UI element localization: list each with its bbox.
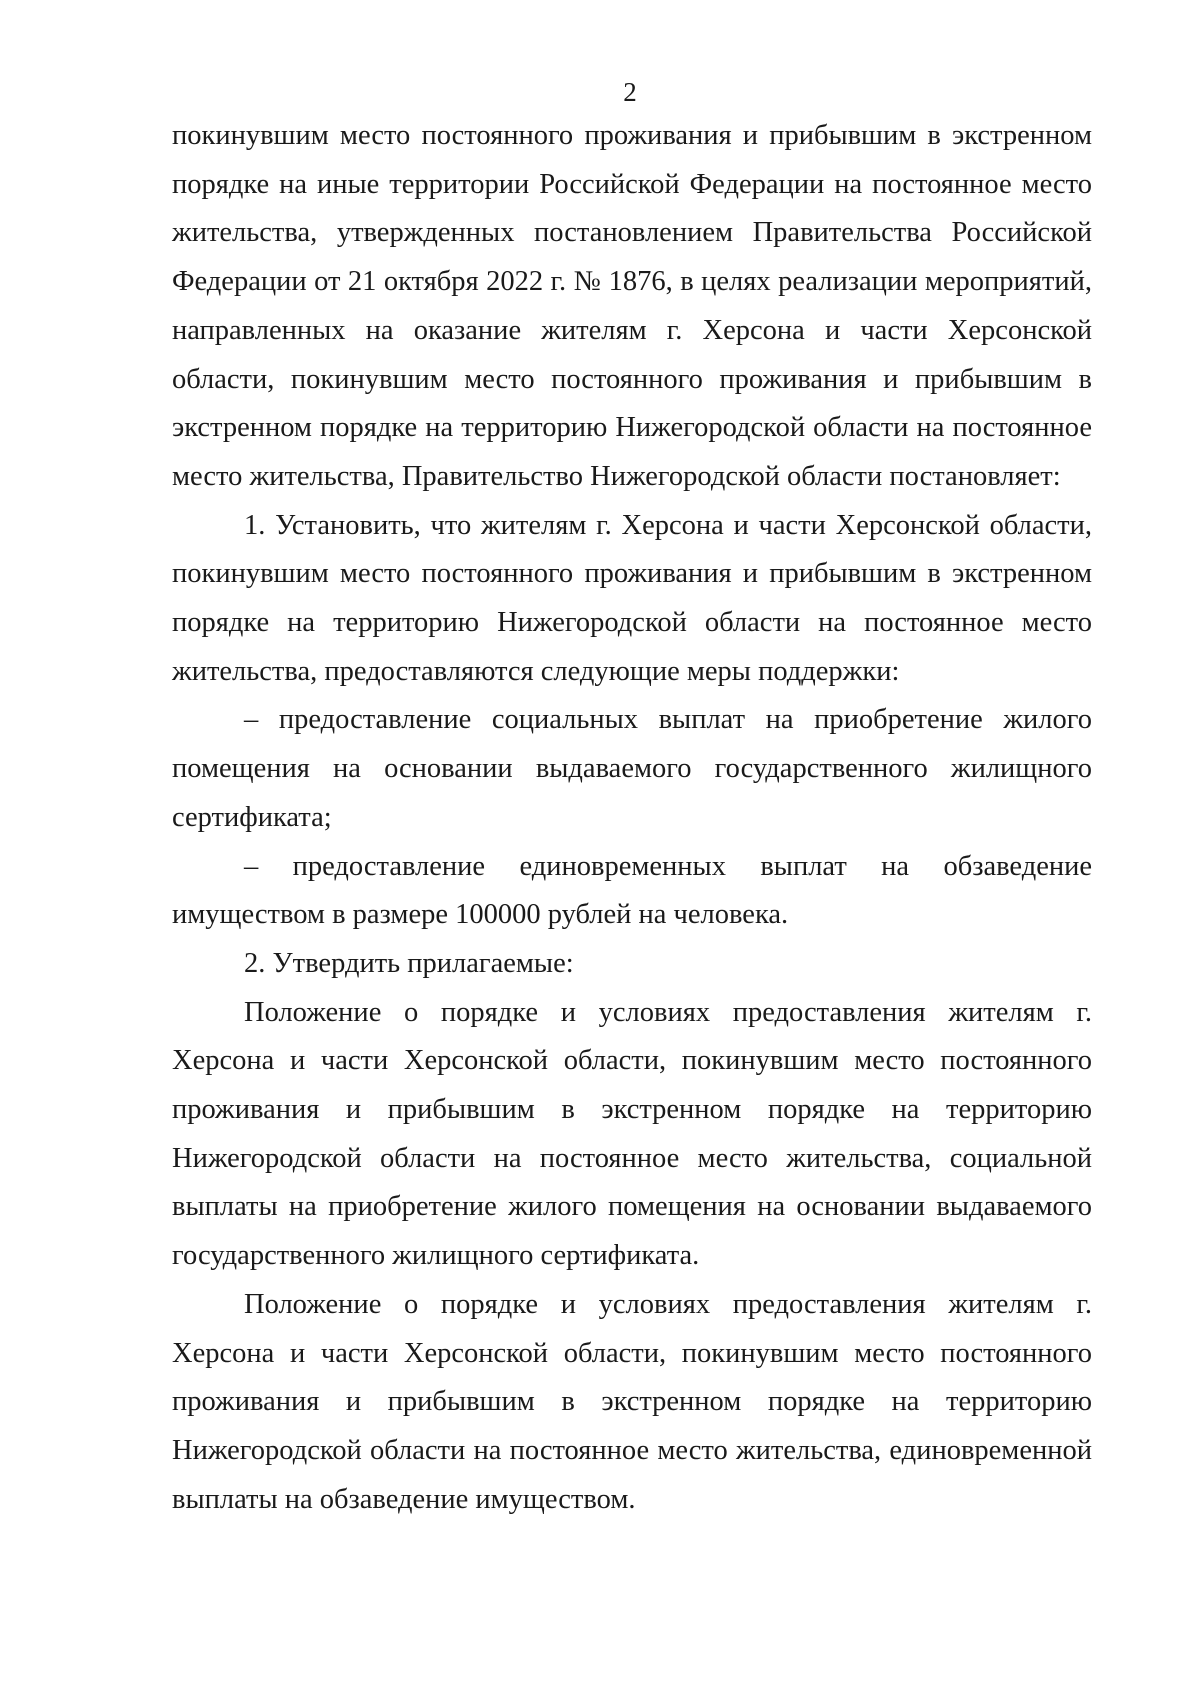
paragraph-support-measure-housing: – предоставление социальных выплат на приобретение жилого помещения на основании выдаваемого государственного жилищного сертификата;: [172, 704, 1092, 833]
paragraph-regulation-housing-certificate: Положение о порядке и условиях предоставления жителям г. Херсона и части Херсонской области, покинувшим место постоянного проживания и прибывшим в экстренном порядке на территорию Нижегородской области на постоянное место жительства, социальной выплаты на приобретение жилого помещения на основании выдаваемого государственного жилищного сертификата.: [172, 996, 1092, 1272]
paragraph-intro-continuation: покинувшим место постоянного проживания и прибывшим в экстренном порядке на иные территории Российской Федерации на постоянное место жительства, утвержденных постановлением Правительства Российской Федерации от 21 октября 2022 г. № 1876, в целях реализации мероприятий, направленных на оказание жителям г. Херсона и части Херсонской области, покинувшим место постоянного проживания и прибывшим в экстренном порядке на территорию Нижегородской области на постоянное место жительства, Правительство Нижегородской области постановляет:: [172, 120, 1092, 492]
paragraph-support-measure-lump-sum: – предоставление единовременных выплат на обзаведение имуществом в размере 100000 рублей на человека.: [172, 850, 1092, 931]
page-number: 2: [623, 77, 637, 107]
document-body: [172, 112, 1092, 1524]
paragraph-regulation-lump-sum: Положение о порядке и условиях предоставления жителям г. Херсона и части Херсонской области, покинувшим место постоянного проживания и прибывшим в экстренном порядке на территорию Нижегородской области на постоянное место жительства, единовременной выплаты на обзаведение имуществом.: [172, 1288, 1092, 1515]
paragraph-item-1: 1. Установить, что жителям г. Херсона и части Херсонской области, покинувшим место постоянного проживания и прибывшим в экстренном порядке на территорию Нижегородской области на постоянное место жительства, предоставляются следующие меры поддержки:: [172, 509, 1092, 687]
paragraph-item-2: 2. Утвердить прилагаемые:: [244, 947, 574, 979]
